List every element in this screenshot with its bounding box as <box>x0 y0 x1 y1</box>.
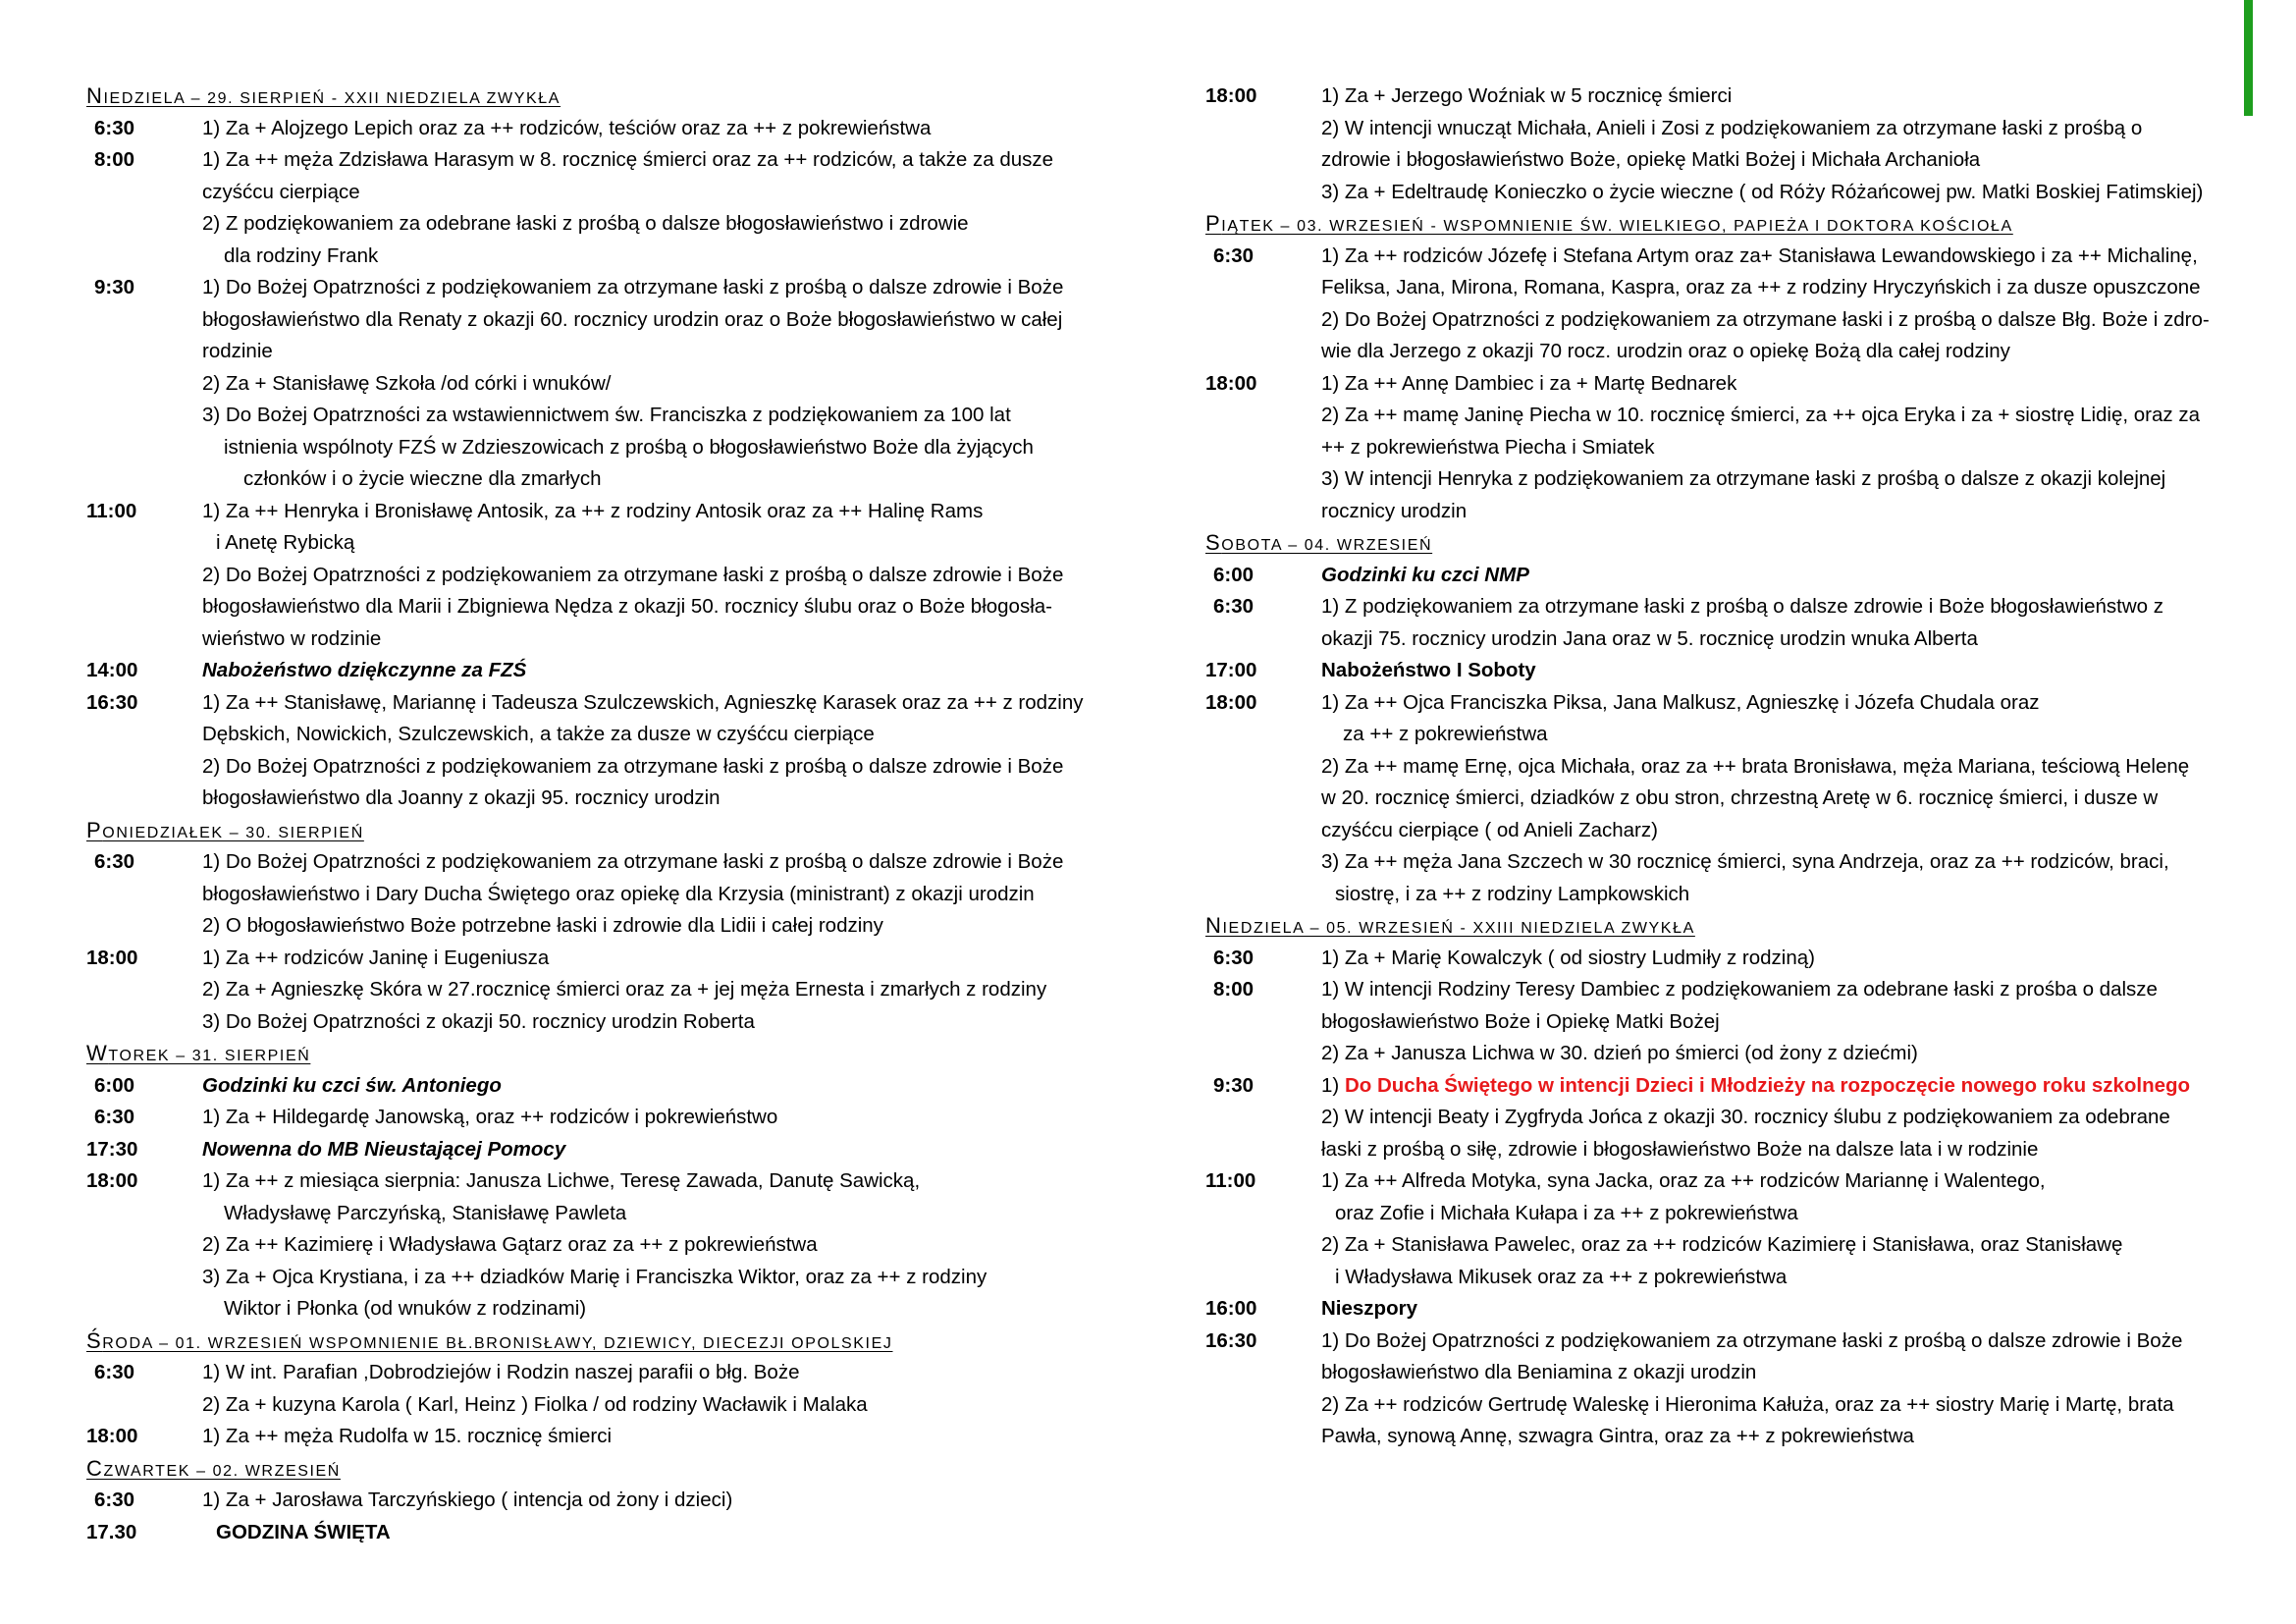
intention-line: Godzinki ku czci św. Antoniego <box>202 1073 502 1097</box>
intention-line: błogosławieństwo dla Renaty z okazji 60. rocznicy urodzin oraz o Boże błogosławieństwo w całej <box>202 307 1063 331</box>
intention-line: 2) Z podziękowaniem za odebrane łaski z prośbą o dalsze błogosławieństwo i zdrowie <box>202 212 969 235</box>
intention-line: 2) Za + kuzyna Karola ( Karl, Heinz ) Fiolka / od rodziny Wacławik i Malaka <box>202 1392 868 1416</box>
intention-line: 1) Do Bożej Opatrzności z podziękowaniem za otrzymane łaski z prośbą o dalsze zdrowie i Boże <box>1321 1328 2183 1352</box>
mass-time: 6:00 <box>1213 563 1255 586</box>
intentions <box>202 1070 1102 1103</box>
day-header: PONIEDZIAŁEK – 30. SIERPIEŃ <box>86 817 364 842</box>
mass-entry <box>1205 81 2221 208</box>
intention-line: 1) Za + Alojzego Lepich oraz za ++ rodziców, teściów oraz za ++ z pokrewieństwa <box>202 116 932 139</box>
mass-entry <box>86 687 1102 815</box>
mass-entry <box>86 1357 1102 1421</box>
intention-line: 2) Za ++ Kazimierę i Władysława Gątarz oraz za ++ z pokrewieństwa <box>202 1233 818 1256</box>
intention-line: GODZINA ŚWIĘTA <box>216 1520 391 1543</box>
intention-line: błogosławieństwo dla Marii i Zbigniewa Nędza z okazji 50. rocznicy ślubu oraz o Boże błogosła- <box>202 595 1052 618</box>
intention-line: 1) Za ++ Ojca Franciszka Piksa, Jana Malkusz, Agnieszkę i Józefa Chudala oraz <box>1321 690 2040 714</box>
mass-entry <box>1205 687 2221 911</box>
mass-time: 17:30 <box>86 1137 138 1161</box>
intentions <box>202 272 1102 496</box>
intention-line: błogosławieństwo dla Beniamina z okazji urodzin <box>1321 1361 1757 1383</box>
intention-line: 2) Za + Janusza Lichwa w 30. dzień po śmierci (od żony z dziećmi) <box>1321 1042 1918 1064</box>
mass-entry <box>86 1070 1102 1103</box>
intention-line: członków i o życie wieczne dla zmarłych <box>243 467 602 490</box>
intentions <box>202 687 1102 815</box>
intentions <box>202 655 1102 687</box>
intention-line: i Anetę Rybicką <box>216 531 355 554</box>
intention-line: 1) Za ++ Alfreda Motyka, syna Jacka, oraz za ++ rodziców Mariannę i Walentego, <box>1321 1169 2046 1192</box>
intentions <box>202 1485 1102 1517</box>
intentions <box>1321 687 2221 911</box>
mass-time: 18:00 <box>86 1169 138 1192</box>
intentions <box>202 846 1102 943</box>
intentions <box>1321 81 2221 208</box>
intention-line: 2) Za + Stanisławę Szkoła /od córki i wnuków/ <box>202 371 612 395</box>
intentions <box>1321 655 2221 687</box>
intentions <box>1321 1070 2221 1166</box>
mass-entry <box>1205 591 2221 655</box>
intention-line: Nabożeństwo dziękczynne za FZŚ <box>202 659 527 681</box>
intentions <box>1321 560 2221 592</box>
day-header: SOBOTA – 04. WRZESIEŃ <box>1205 530 1433 555</box>
mass-time: 6:30 <box>94 1489 135 1511</box>
intention-line: błogosławieństwo Boże i Opiekę Matki Bożej <box>1321 1009 1720 1033</box>
intention-line: 1) W intencji Rodziny Teresy Dambiec z podziękowaniem za odebrane łaski z prośba o dalsze <box>1321 978 2158 1001</box>
mass-time: 18:00 <box>1205 84 1257 107</box>
intention-line: Nabożeństwo I Soboty <box>1321 659 1536 681</box>
intention-line: rodzinie <box>202 340 273 362</box>
mass-time: 6:30 <box>1213 244 1255 267</box>
intention-line: 2) Do Bożej Opatrzności z podziękowaniem za otrzymane łaski i z prośbą o dalsze Błg. Boże i zdro- <box>1321 307 2210 331</box>
day-header: ŚRODA – 01. WRZESIEŃ WSPOMNIENIE BŁ.BRONISŁAWY, DZIEWICY, DIECEZJI OPOLSKIEJ <box>86 1327 893 1353</box>
right-column <box>1205 81 2221 1453</box>
intention-line: 2) W intencji Beaty i Zygfryda Jońca z okazji 30. rocznicy ślubu z podziękowaniem za odebrane <box>1321 1106 2170 1128</box>
intention-line: 3) Za ++ męża Jana Szczech w 30 rocznicę śmierci, syna Andrzeja, oraz za ++ rodziców, braci, <box>1321 850 2169 873</box>
intention-line: 3) Do Bożej Opatrzności za wstawiennictwem św. Franciszka z podziękowaniem za 100 lat <box>202 404 1011 426</box>
intention-line: 1) Za ++ męża Rudolfa w 15. rocznicę śmierci <box>202 1425 612 1447</box>
mass-entry <box>1205 655 2221 687</box>
mass-time: 16:00 <box>1205 1297 1257 1320</box>
mass-entry <box>86 943 1102 1039</box>
intention-line: okazji 75. rocznicy urodzin Jana oraz w 5. rocznicę urodzin wnuka Alberta <box>1321 626 1978 650</box>
intention-line: 2) Do Bożej Opatrzności z podziękowaniem za otrzymane łaski z prośbą o dalsze zdrowie i Boże <box>202 563 1064 586</box>
mass-entry <box>86 113 1102 145</box>
intention-line: Władysławę Parczyńską, Stanisławę Pawleta <box>224 1201 627 1224</box>
intention-line: 1) Za + Jerzego Woźniak w 5 rocznicę śmierci <box>1321 84 1733 107</box>
intention-line: Dębskich, Nowickich, Szulczewskich, a także za dusze w czyśćcu cierpiące <box>202 723 875 745</box>
intention-line: Nowenna do MB Nieustającej Pomocy <box>202 1137 566 1161</box>
intention-line: 3) Za + Edeltraudę Konieczko o życie wieczne ( od Róży Różańcowej pw. Matki Boskiej Fatimskiej) <box>1321 180 2204 203</box>
intention-line: oraz Zofie i Michała Kułapa i za ++ z pokrewieństwa <box>1335 1201 1798 1224</box>
intention-line: 1) Za + Marię Kowalczyk ( od siostry Ludmiły z rodziną) <box>1321 946 1815 969</box>
intention-line: w 20. rocznicę śmierci, dziadków z obu stron, chrzestną Aretę w 6. rocznicę śmierci, i dusze w <box>1321 786 2159 809</box>
intention-line: istnienia wspólnoty FZŚ w Zdzieszowicach z prośbą o błogosławieństwo Boże dla żyjących <box>224 435 1034 459</box>
intention-line: ++ z pokrewieństwa Piecha i Smiatek <box>1321 435 1655 459</box>
intention-line: 2) Za + Agnieszkę Skóra w 27.rocznicę śmierci oraz za + jej męża Ernesta i zmarłych z rodziny <box>202 978 1047 1001</box>
mass-entry <box>86 1517 1102 1549</box>
mass-entry <box>1205 974 2221 1070</box>
mass-time: 6:30 <box>94 116 135 139</box>
mass-entry <box>1205 368 2221 528</box>
intention-line: 2) O błogosławieństwo Boże potrzebne łaski i zdrowie dla Lidii i całej rodziny <box>202 914 883 937</box>
intentions <box>202 496 1102 656</box>
intentions <box>202 1421 1102 1453</box>
intention-line: za ++ z pokrewieństwa <box>1343 723 1548 745</box>
mass-entry <box>1205 560 2221 592</box>
mass-entry <box>86 1134 1102 1166</box>
intention-line: Pawła, synową Annę, szwagra Gintra, oraz za ++ z pokrewieństwa <box>1321 1425 1914 1447</box>
mass-entry <box>86 1165 1102 1326</box>
intentions <box>1321 591 2221 655</box>
intention-line: 1) W int. Parafian ,Dobrodziejów i Rodzin naszej parafii o błg. Boże <box>202 1361 800 1383</box>
intention-line: 2) Za + Stanisława Pawelec, oraz za ++ rodziców Kazimierę i Stanisława, oraz Stanisławę <box>1321 1233 2123 1256</box>
intentions <box>202 1102 1102 1134</box>
mass-entry <box>1205 1070 2221 1166</box>
intention-line: 1) Z podziękowaniem za otrzymane łaski z prośbą o dalsze zdrowie i Boże błogosławieństwo z <box>1321 595 2163 618</box>
intention-line: rocznicy urodzin <box>1321 499 1468 522</box>
intention-line: 2) W intencji wnucząt Michała, Anieli i Zosi z podziękowaniem za otrzymane łaski z prośbą o <box>1321 116 2143 139</box>
green-accent-bar <box>2244 0 2253 116</box>
intention-line: Wiktor i Płonka (od wnuków z rodzinami) <box>224 1297 587 1320</box>
mass-entry <box>86 846 1102 943</box>
mass-entry <box>86 272 1102 496</box>
intention-line: 1) Za + Hildegardę Janowską, oraz ++ rodziców i pokrewieństwo <box>202 1106 778 1128</box>
intentions <box>1321 943 2221 975</box>
intention-line: Feliksa, Jana, Mirona, Romana, Kaspra, oraz za ++ z rodziny Hryczyńskich i za dusze opuszczone <box>1321 276 2201 298</box>
intention-line: 3) Do Bożej Opatrzności z okazji 50. rocznicy urodzin Roberta <box>202 1009 755 1033</box>
day-header: NIEDZIELA – 29. SIERPIEŃ - XXII NIEDZIELA ZWYKŁA <box>86 83 561 108</box>
intention-line: Godzinki ku czci NMP <box>1321 563 1529 586</box>
intention-line: błogosławieństwo dla Joanny z okazji 95. rocznicy urodzin <box>202 786 721 809</box>
day-header: WTOREK – 31. SIERPIEŃ <box>86 1041 311 1065</box>
mass-time: 9:30 <box>1213 1073 1255 1097</box>
mass-entry <box>86 144 1102 272</box>
intentions <box>202 1357 1102 1421</box>
intention-line: 1) Do Bożej Opatrzności z podziękowaniem za otrzymane łaski z prośbą o dalsze zdrowie i Boże <box>202 276 1064 298</box>
day-header: CZWARTEK – 02. WRZESIEŃ <box>86 1455 341 1481</box>
day-header: NIEDZIELA – 05. WRZESIEŃ - XXIII NIEDZIELA ZWYKŁA <box>1205 913 1695 938</box>
mass-time: 9:30 <box>94 276 135 298</box>
mass-time: 6:30 <box>94 1361 135 1383</box>
mass-entry <box>86 496 1102 656</box>
intention-line: wieństwo w rodzinie <box>202 626 382 650</box>
mass-time: 18:00 <box>86 1425 138 1447</box>
mass-entry <box>1205 1326 2221 1453</box>
intention-line: wie dla Jerzego z okazji 70 rocz. urodzin oraz o opiekę Bożą dla całej rodziny <box>1321 340 2010 362</box>
mass-time: 8:00 <box>1213 978 1255 1001</box>
intention-line: 1) Za + Jarosława Tarczyńskiego ( intencja od żony i dzieci) <box>202 1489 733 1511</box>
intention-line: Nieszpory <box>1321 1297 1417 1320</box>
intention-line: 1) Za ++ rodziców Janinę i Eugeniusza <box>202 946 550 969</box>
mass-entry <box>1205 1165 2221 1293</box>
mass-time: 18:00 <box>1205 371 1257 395</box>
intentions <box>202 1134 1102 1166</box>
mass-time: 16:30 <box>1205 1328 1257 1352</box>
mass-time: 16:30 <box>86 690 138 714</box>
day-header: PIĄTEK – 03. WRZESIEŃ - WSPOMNIENIE ŚW. WIELKIEGO, PAPIEŻA I DOKTORA KOŚCIOŁA <box>1205 211 2013 236</box>
intentions <box>202 943 1102 1039</box>
intention-line: czyśćcu cierpiące <box>202 180 360 203</box>
mass-time: 6:30 <box>94 850 135 873</box>
mass-time: 6:30 <box>94 1106 135 1128</box>
intention-line: 1) Za ++ Henryka i Bronisławę Antosik, za ++ z rodziny Antosik oraz za ++ Halinę Rams <box>202 499 984 522</box>
mass-time: 11:00 <box>1205 1169 1256 1192</box>
intention-line: 1) Do Bożej Opatrzności z podziękowaniem za otrzymane łaski z prośbą o dalsze zdrowie i Boże <box>202 850 1064 873</box>
intention-line <box>1321 1070 2221 1103</box>
mass-entry <box>86 1485 1102 1517</box>
mass-time: 17.30 <box>86 1520 137 1543</box>
intentions <box>1321 1326 2221 1453</box>
mass-time: 11:00 <box>86 499 137 522</box>
mass-time: 18:00 <box>1205 690 1257 714</box>
intention-number: 1) <box>1321 1073 1345 1097</box>
intentions <box>1321 368 2221 528</box>
intention-line: 1) Za ++ męża Zdzisława Harasym w 8. rocznicę śmierci oraz za ++ rodziców, a także za dusze <box>202 148 1054 171</box>
intentions <box>1321 1165 2221 1293</box>
mass-entry <box>1205 943 2221 975</box>
intention-line: 2) Za ++ rodziców Gertrudę Waleskę i Hieronima Kałuża, oraz za ++ siostry Marię i Martę, brata <box>1321 1392 2174 1416</box>
intention-line: łaski z prośbą o siłę, zdrowie i błogosławieństwo Boże na dalsze lata i w rodzinie <box>1321 1137 2039 1161</box>
intention-line: 1) Za ++ Annę Dambiec i za + Martę Bednarek <box>1321 371 1737 395</box>
highlighted-intention: Do Ducha Świętego w intencji Dzieci i Młodzieży na rozpoczęcie nowego roku szkolnego <box>1344 1073 2191 1097</box>
mass-entry <box>86 1102 1102 1134</box>
intention-line: czyśćcu cierpiące ( od Anieli Zacharz) <box>1321 818 1658 841</box>
intentions <box>202 144 1102 272</box>
mass-entry <box>1205 241 2221 368</box>
intention-line: zdrowie i błogosławieństwo Boże, opiekę Matki Bożej i Michała Archanioła <box>1321 148 1981 171</box>
mass-time: 17:00 <box>1205 659 1257 681</box>
intention-line: 3) W intencji Henryka z podziękowaniem za otrzymane łaski z prośbą o dalsze z okazji kolejnej <box>1321 467 2166 490</box>
mass-time: 18:00 <box>86 946 138 969</box>
mass-entry <box>86 655 1102 687</box>
mass-time: 14:00 <box>86 659 138 681</box>
intentions <box>1321 1293 2221 1326</box>
intention-line: 1) Za ++ Stanisławę, Mariannę i Tadeusza Szulczewskich, Agnieszkę Karasek oraz za ++ z rodziny <box>202 690 1084 714</box>
intention-line: błogosławieństwo i Dary Ducha Świętego oraz opiekę dla Krzysia (ministrant) z okazji urodzin <box>202 882 1035 905</box>
mass-time: 6:00 <box>94 1073 135 1097</box>
intentions <box>202 1517 1102 1549</box>
intention-line: siostrę, i za ++ z rodziny Lampkowskich <box>1335 882 1690 905</box>
mass-entry <box>1205 1293 2221 1326</box>
intention-line: 3) Za + Ojca Krystiana, i za ++ dziadków Marię i Franciszka Wiktor, oraz za ++ z rodziny <box>202 1265 988 1288</box>
intentions <box>1321 241 2221 368</box>
intention-line: dla rodziny Frank <box>224 244 379 267</box>
left-column <box>86 81 1102 1548</box>
intention-line: 2) Do Bożej Opatrzności z podziękowaniem za otrzymane łaski z prośbą o dalsze zdrowie i Boże <box>202 754 1064 778</box>
intention-line: i Władysława Mikusek oraz za ++ z pokrewieństwa <box>1335 1265 1788 1288</box>
mass-entry <box>86 1421 1102 1453</box>
intentions <box>202 1165 1102 1326</box>
intention-line: 2) Za ++ mamę Janinę Piecha w 10. rocznicę śmierci, za ++ ojca Eryka i za + siostrę Lidię, oraz za <box>1321 404 2200 426</box>
mass-time: 6:30 <box>1213 595 1255 618</box>
intention-line: 2) Za ++ mamę Ernę, ojca Michała, oraz za ++ brata Bronisława, męża Mariana, teściową Helenę <box>1321 754 2190 778</box>
mass-time: 6:30 <box>1213 946 1255 969</box>
mass-time: 8:00 <box>94 148 135 171</box>
intention-line: 1) Za ++ rodziców Józefę i Stefana Artym oraz za+ Stanisława Lewandowskiego i za ++ Michalinę, <box>1321 244 2198 267</box>
intentions <box>1321 974 2221 1070</box>
intention-line: 1) Za ++ z miesiąca sierpnia: Janusza Lichwe, Teresę Zawada, Danutę Sawicką, <box>202 1169 921 1192</box>
intentions <box>202 113 1102 145</box>
